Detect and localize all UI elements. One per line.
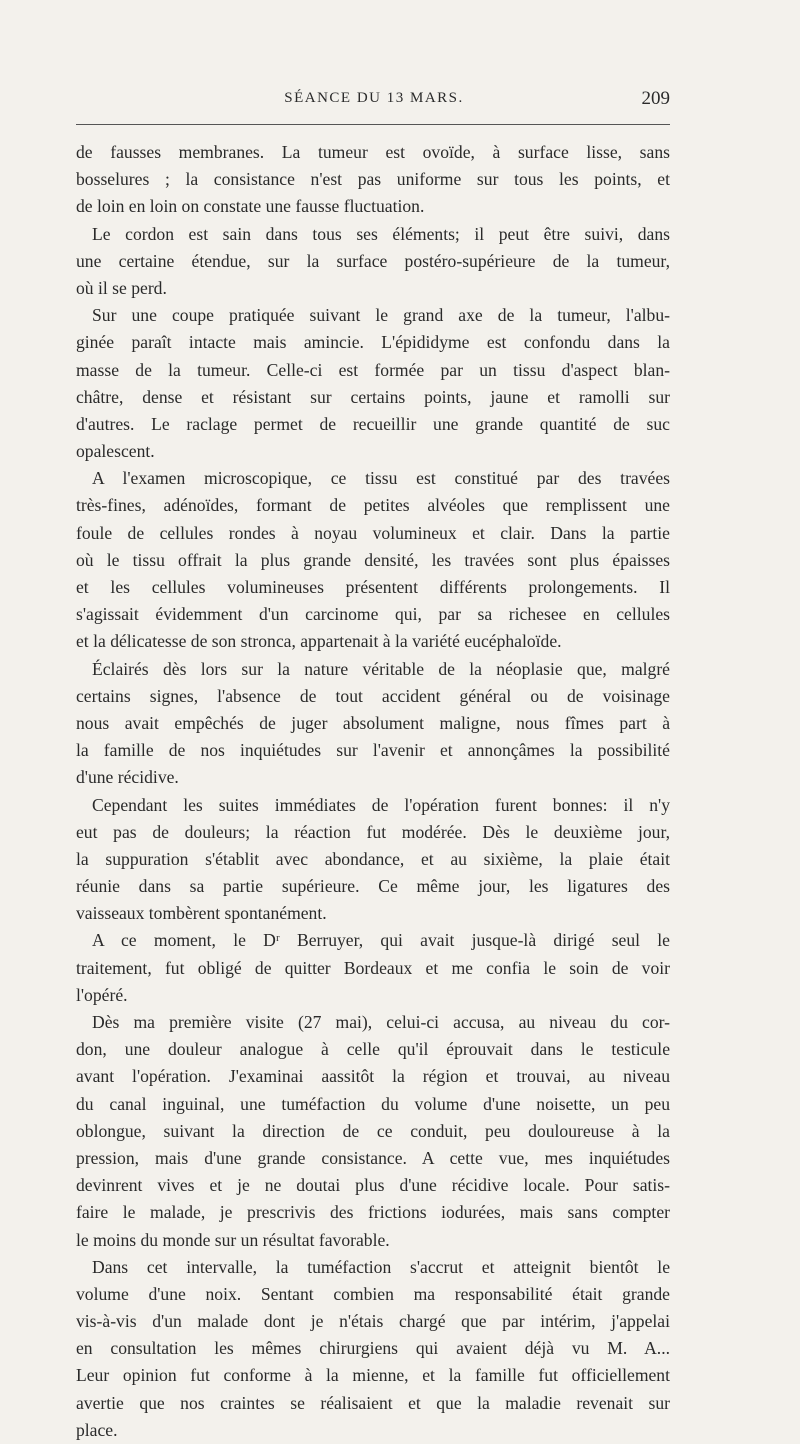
text-line: avant l'opération. J'examinai aassitôt la région et trouvai, au niveau [76, 1066, 670, 1087]
text-line: A l'examen microscopique, ce tissu est constitué par des travées [92, 468, 670, 489]
text-line: le moins du monde sur un résultat favorable. [76, 1229, 390, 1250]
text-line: d'une récidive. [76, 767, 179, 788]
text-line: A ce moment, le Dʳ Berruyer, qui avait jusque-là dirigé seul le [92, 930, 670, 951]
text-line: de loin en loin on constate une fausse fluctuation. [76, 196, 425, 217]
text-line: où il se perd. [76, 277, 167, 298]
text-line: oblongue, suivant la direction de ce conduit, peu douloureuse à la [76, 1120, 670, 1141]
body-text [76, 139, 670, 1444]
text-line: d'autres. Le raclage permet de recueillir une grande quantité de suc [76, 413, 670, 434]
text-line: en consultation les mêmes chirurgiens qui avaient déjà vu M. A... [76, 1338, 670, 1359]
text-line: opalescent. [76, 441, 155, 462]
text-line: Dans cet intervalle, la tuméfaction s'accrut et atteignit bientôt le [92, 1256, 670, 1277]
text-line: Éclairés dès lors sur la nature véritable de la néoplasie que, malgré [92, 658, 670, 679]
text-line: l'opéré. [76, 984, 128, 1005]
text-line: nous avait empêchés de juger absolument maligne, nous fîmes part à [76, 712, 670, 733]
text-line: traitement, fut obligé de quitter Bordeaux et me confia le soin de voir [76, 957, 670, 978]
running-title: SÉANCE DU 13 MARS. [284, 90, 464, 106]
text-line: où le tissu offrait la plus grande densité, les travées sont plus épaisses [76, 549, 670, 570]
text-line: du canal inguinal, une tuméfaction du volume d'une noisette, un peu [76, 1093, 670, 1114]
text-line: don, une douleur analogue à celle qu'il éprouvait dans le testicule [76, 1039, 670, 1060]
text-line: et la délicatesse de son stronca, appartenait à la variété eucéphaloïde. [76, 631, 562, 652]
text-line: ginée paraît intacte mais amincie. L'épididyme est confondu dans la [76, 332, 670, 353]
text-line: et les cellules volumineuses présentent différents prolongements. Il [76, 577, 670, 597]
header-rule [76, 124, 670, 125]
text-line: masse de la tumeur. Celle-ci est formée par un tissu d'aspect blan- [76, 359, 670, 380]
text-line: très-fines, adénoïdes, formant de petites alvéoles que remplissent une [76, 495, 670, 516]
text-line: foule de cellules rondes à noyau volumineux et clair. Dans la partie [76, 522, 670, 543]
text-line: Sur une coupe pratiquée suivant le grand axe de la tumeur, l'albu- [92, 305, 670, 326]
text-line: châtre, dense et résistant sur certains points, jaune et ramolli sur [76, 386, 670, 407]
text-line: Cependant les suites immédiates de l'opération furent bonnes: il n'y [92, 794, 670, 815]
text-line: une certaine étendue, sur la surface postéro-supérieure de la tumeur, [76, 250, 670, 271]
text-line: place. [76, 1419, 118, 1440]
text-line: Dès ma première visite (27 mai), celui-ci accusa, au niveau du cor- [92, 1012, 670, 1032]
running-head [78, 88, 670, 116]
text-line: réunie dans sa partie supérieure. Ce même jour, les ligatures des [76, 876, 670, 897]
text-line: faire le malade, je prescrivis des frictions iodurées, mais sans compter [76, 1202, 670, 1223]
text-line: la famille de nos inquiétudes sur l'avenir et annonçâmes la possibilité [76, 740, 670, 761]
text-line: s'agissait évidemment d'un carcinome qui, par sa richesee en cellules [76, 604, 670, 625]
text-line: Le cordon est sain dans tous ses éléments; il peut être suivi, dans [92, 223, 670, 244]
text-line: vaisseaux tombèrent spontanément. [76, 903, 327, 924]
text-line: Leur opinion fut conforme à la mienne, et la famille fut officiellement [76, 1365, 670, 1386]
text-line: avertie que nos craintes se réalisaient et que la maladie revenait sur [76, 1392, 670, 1413]
text-line: volume d'une noix. Sentant combien ma responsabilité était grande [76, 1283, 670, 1304]
text-line: bosselures ; la consistance n'est pas uniforme sur tous les points, et [76, 169, 670, 190]
text-line: certains signes, l'absence de tout accident général ou de voisinage [76, 685, 670, 706]
text-line: eut pas de douleurs; la réaction fut modérée. Dès le deuxième jour, [76, 821, 670, 842]
page-number: 209 [641, 88, 670, 109]
text-line: de fausses membranes. La tumeur est ovoïde, à surface lisse, sans [76, 142, 670, 162]
text-line: vis-à-vis d'un malade dont je n'étais chargé que par intérim, j'appelai [76, 1311, 670, 1332]
text-line: devinrent vives et je ne doutai plus d'une récidive locale. Pour satis- [76, 1175, 670, 1196]
text-line: la suppuration s'établit avec abondance, et au sixième, la plaie était [76, 848, 670, 869]
text-line: pression, mais d'une grande consistance. A cette vue, mes inquiétudes [76, 1147, 670, 1168]
